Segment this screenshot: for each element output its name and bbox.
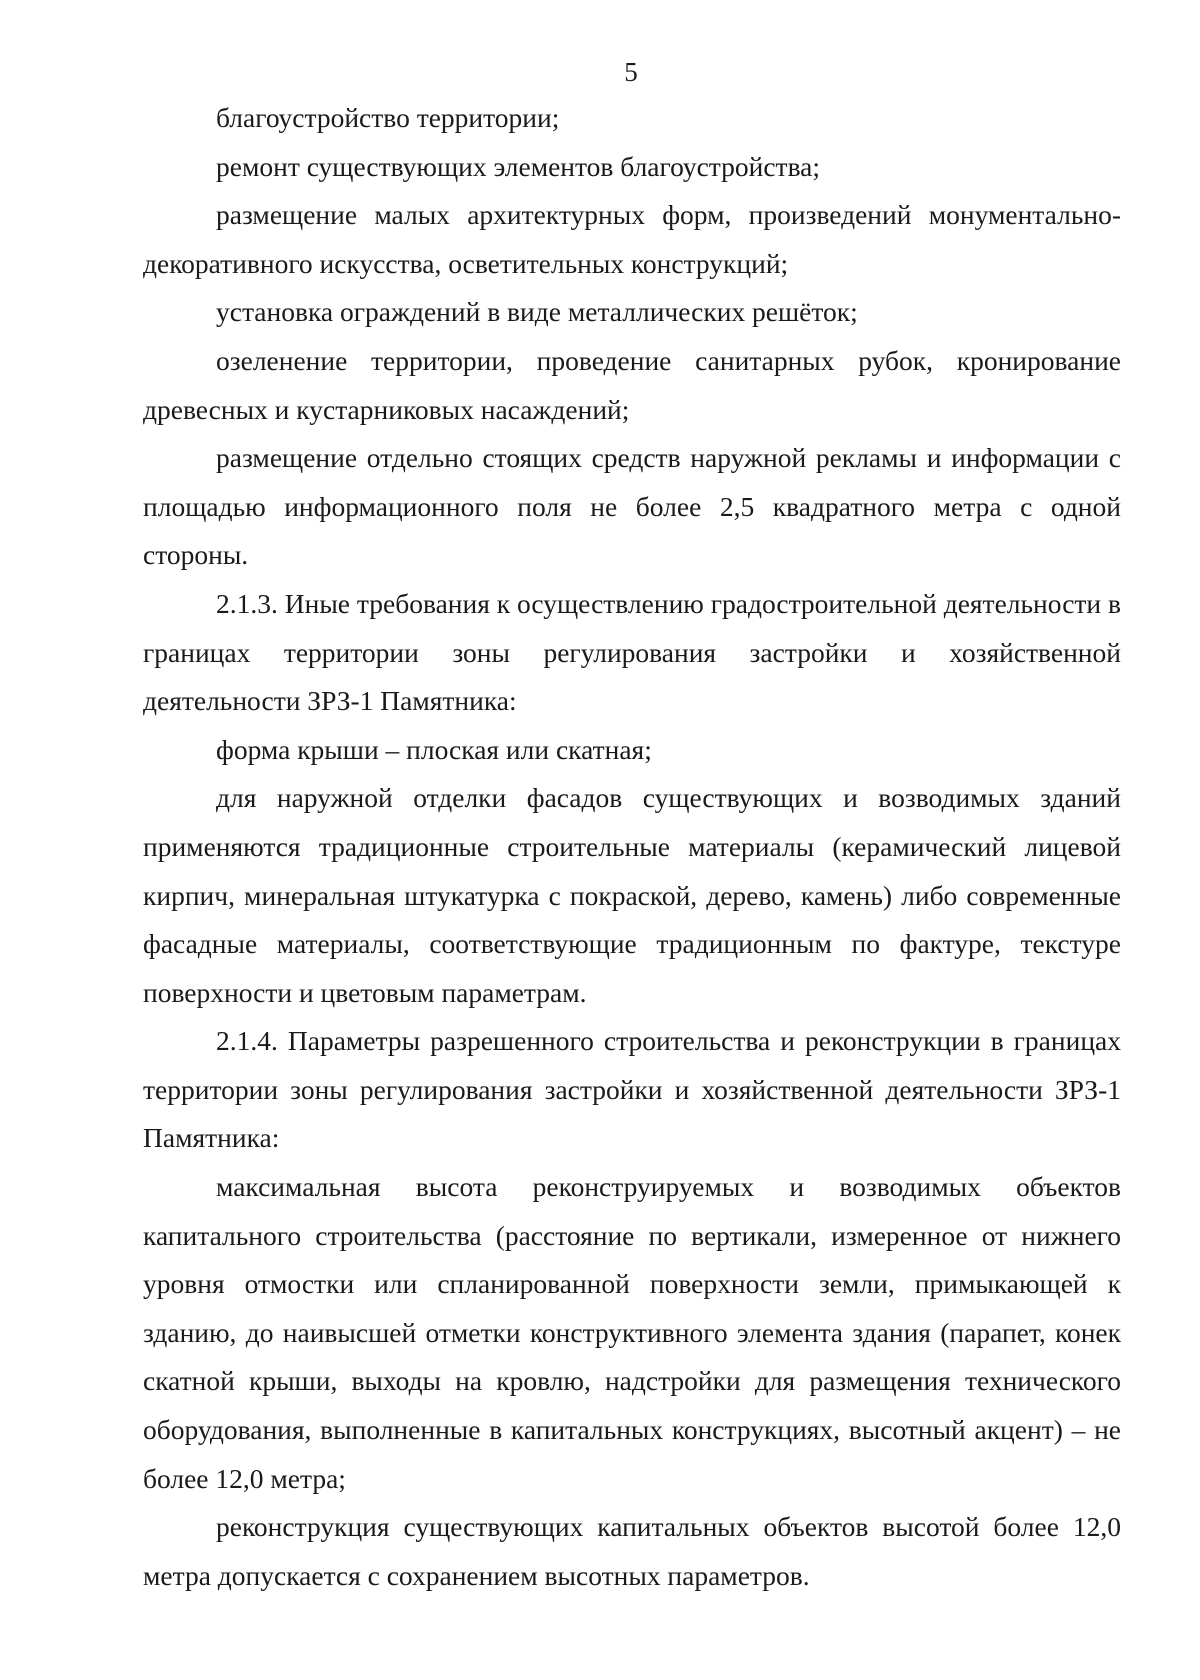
paragraph-facade-materials: для наружной отделки фасадов существующих и возводимых зданий применяются традиционные строительные материалы (керамический лицевой кирпич, минеральная штукатурка с покраской, дерево, камень) либо современные фасадные материалы, соответствующие традиционным по фактуре, текстуре поверхности и цветовым параметрам. bbox=[143, 782, 1121, 1008]
page-number: 5 bbox=[624, 57, 638, 87]
paragraph-roof-form: форма крыши – плоская или скатная; bbox=[216, 733, 652, 765]
paragraph-landscaping: благоустройство территории; bbox=[216, 102, 560, 133]
paragraph-fences: установка ограждений в виде металлических решёток; bbox=[216, 296, 858, 328]
paragraph-advertising: размещение отдельно стоящих средств наружной рекламы и информации с площадью информационного поля не более 2,5 квадратного метра с одной стороны. bbox=[143, 442, 1121, 571]
paragraph-max-height: максимальная высота реконструируемых и возводимых объектов капитального строительства (расстояние по вертикали, измеренное от нижнего уровня отмостки или спланированной поверхности земли, примыкающей к зданию, до наивысшей отметки конструктивного элемента здания (парапет, конек скатной крыши, выходы на кровлю, надстройки для размещения технического оборудования, выполненные в капитальных конструкциях, высотный акцент) – не более 12,0 метра; bbox=[143, 1171, 1121, 1494]
document-body bbox=[143, 94, 1121, 1600]
paragraph-greening: озеленение территории, проведение санитарных рубок, кронирование древесных и кустарниковых насаждений; bbox=[143, 344, 1121, 425]
paragraph-repair: ремонт существующих элементов благоустройства; bbox=[216, 150, 821, 182]
paragraph-section-2-1-3: 2.1.3. Иные требования к осуществлению градостроительной деятельности в границах территории зоны регулирования застройки и хозяйственной деятельности ЗРЗ-1 Памятника: bbox=[143, 587, 1121, 717]
paragraph-small-forms: размещение малых архитектурных форм, произведений монументально-декоративного искусства, осветительных конструкций; bbox=[143, 199, 1121, 279]
paragraph-reconstruction: реконструкция существующих капитальных объектов высотой более 12,0 метра допускается с сохранением высотных параметров. bbox=[143, 1511, 1121, 1591]
paragraph-section-2-1-4: 2.1.4. Параметры разрешенного строительства и реконструкции в границах территории зоны регулирования застройки и хозяйственной деятельности ЗРЗ-1 Памятника: bbox=[143, 1025, 1121, 1154]
